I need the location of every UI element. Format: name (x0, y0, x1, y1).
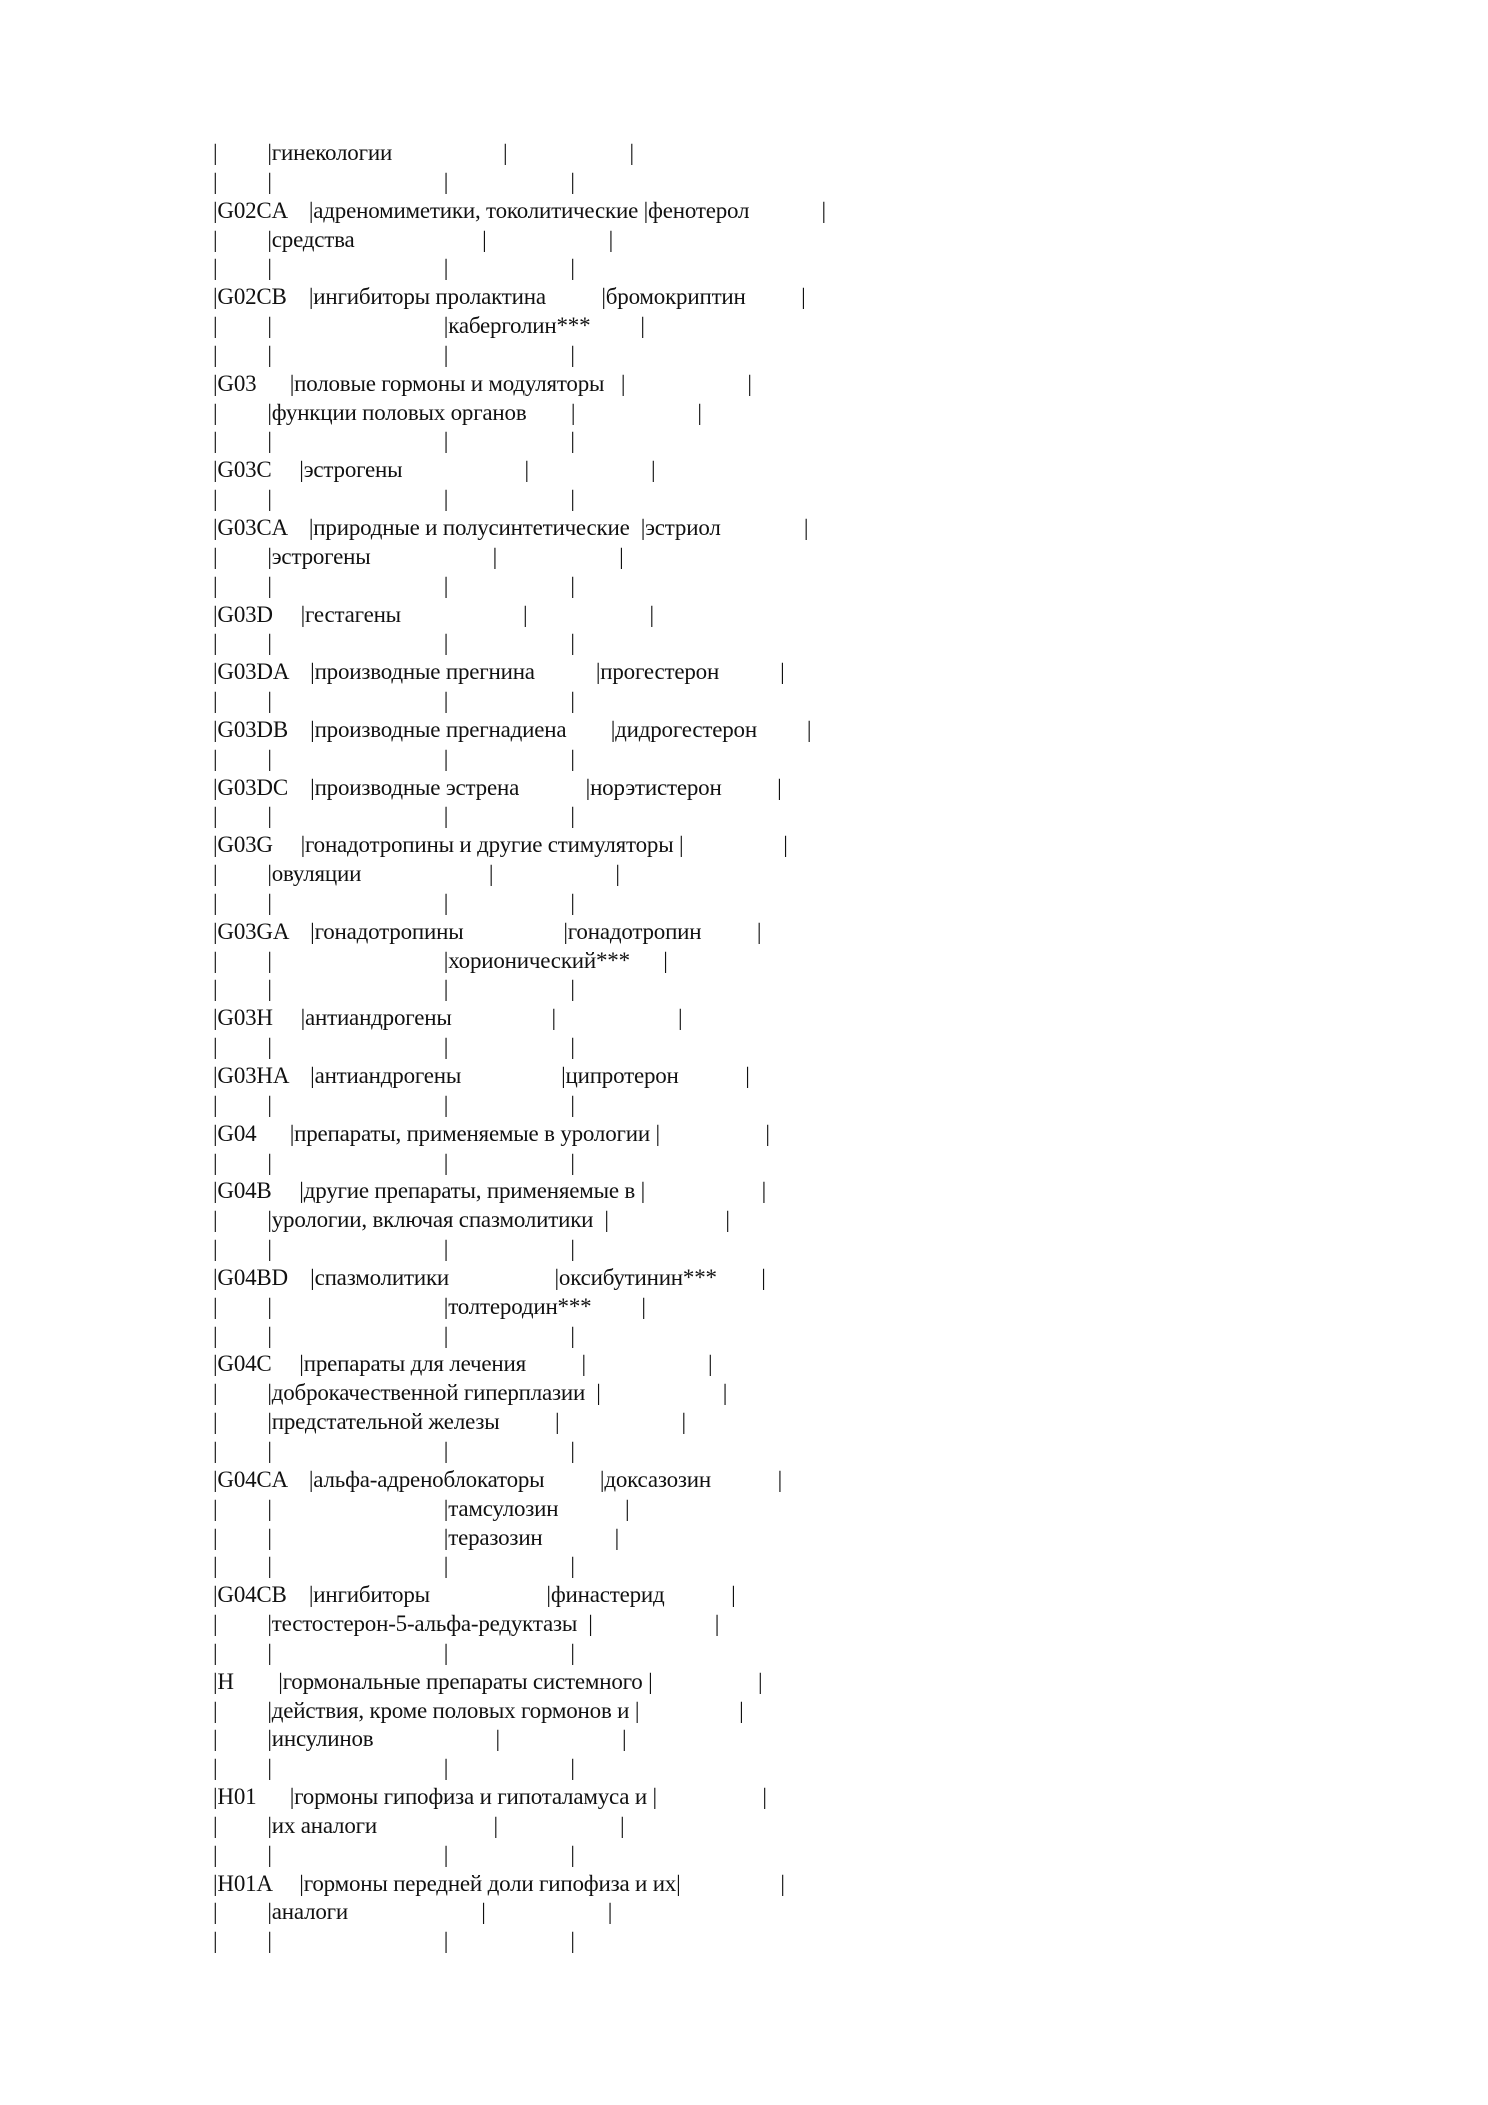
table-line: | | | | (213, 1149, 575, 1175)
table-line: | | | | (213, 341, 575, 367)
table-line: | |действия, кроме половых гормонов и | | (213, 1697, 744, 1723)
table-line: | |функции половых органов | | (213, 399, 702, 425)
table-line: |G03C |эстрогены | | (213, 457, 656, 483)
table-line: |G03DA |производные прегнина |прогестерон | (213, 659, 785, 685)
table-line: | | | | (213, 255, 575, 281)
table-line: | | | | (213, 168, 575, 194)
table-line: | | |каберголин*** | (213, 313, 645, 339)
table-line: | |средства | | (213, 226, 614, 252)
table-line: | |инсулинов | | (213, 1726, 627, 1752)
table-line: |H |гормональные препараты системного | | (213, 1668, 763, 1694)
table-line: | | | | (213, 572, 575, 598)
table-line: | | |тамсулозин | (213, 1495, 630, 1521)
table-line: | | | | (213, 1553, 575, 1579)
table-line: |G04 |препараты, применяемые в урологии | | (213, 1120, 770, 1146)
table-line: | |урологии, включая спазмолитики | | (213, 1207, 730, 1233)
table-line: | | | | (213, 745, 575, 771)
table-line: | | | | (213, 1034, 575, 1060)
table-line: | |доброкачественной гиперплазии | | (213, 1380, 728, 1406)
table-line: |G02CB |ингибиторы пролактина |бромокриптин | (213, 284, 806, 310)
table-line: |H01 |гормоны гипофиза и гипоталамуса и | | (213, 1784, 767, 1810)
table-line: | | | | (213, 688, 575, 714)
table-line: |G04C |препараты для лечения | | (213, 1351, 713, 1377)
table-line: | |овуляции | | (213, 861, 620, 887)
table-line: |G03DC |производные эстрена |норэтистерон | (213, 774, 782, 800)
table-line: | |аналоги | | (213, 1899, 613, 1925)
table-line: | |гинекологии | | (213, 140, 634, 165)
table-line: | | |теразозин | (213, 1524, 620, 1550)
table-line: |G04B |другие препараты, применяемые в | | (213, 1178, 766, 1204)
table-line: | | | | (213, 1091, 575, 1117)
table-text-block (213, 139, 1413, 1956)
table-line: |G03H |антиандрогены | | (213, 1005, 683, 1031)
table-line: |G02CA |адреномиметики, токолитические |фенотерол | (213, 197, 826, 223)
table-line: | | | | (213, 803, 575, 829)
table-line: | | |толтеродин*** | (213, 1293, 646, 1319)
table-line: |G03CA |природные и полусинтетические |эстриол | (213, 514, 809, 540)
table-line: |G04CB |ингибиторы |финастерид | (213, 1582, 736, 1608)
table-line: |H01A |гормоны передней доли гипофиза и их| | (213, 1870, 785, 1896)
table-line: | | | | (213, 486, 575, 512)
table-line: | |предстательной железы | | (213, 1409, 686, 1435)
table-line: |G04BD |спазмолитики |оксибутинин*** | (213, 1264, 766, 1290)
table-line: |G03GA |гонадотропины |гонадотропин | (213, 918, 762, 944)
table-line: | | | | (213, 889, 575, 915)
table-line: | | | | (213, 1928, 575, 1954)
table-line: | | | | (213, 1639, 575, 1665)
table-line: | | | | (213, 1841, 575, 1867)
table-line: |G03HA |антиандрогены |ципротерон | (213, 1063, 750, 1088)
table-line: | | | | (213, 1322, 575, 1348)
table-line: |G03DB |производные прегнадиена |дидрогестерон | (213, 716, 812, 742)
table-line: | | | | (213, 630, 575, 656)
table-line: | | | | (213, 1437, 575, 1463)
table-line: | | | | (213, 1236, 575, 1262)
table-line: |G03 |половые гормоны и модуляторы | | (213, 370, 752, 396)
table-line: | | |хорионический*** | (213, 947, 668, 973)
table-line: | |эстрогены | | (213, 543, 624, 569)
table-line: | |тестостерон-5-альфа-редуктазы | | (213, 1611, 720, 1637)
table-line: | | | | (213, 1755, 575, 1781)
table-line: |G03G |гонадотропины и другие стимуляторы | | (213, 832, 788, 858)
table-line: | | | | (213, 428, 575, 454)
table-line: | | | | (213, 976, 575, 1002)
table-line: | |их аналоги | | (213, 1812, 625, 1838)
table-line: |G04CA |альфа-адреноблокаторы |доксазозин | (213, 1466, 782, 1492)
table-line: |G03D |гестагены | | (213, 601, 654, 627)
